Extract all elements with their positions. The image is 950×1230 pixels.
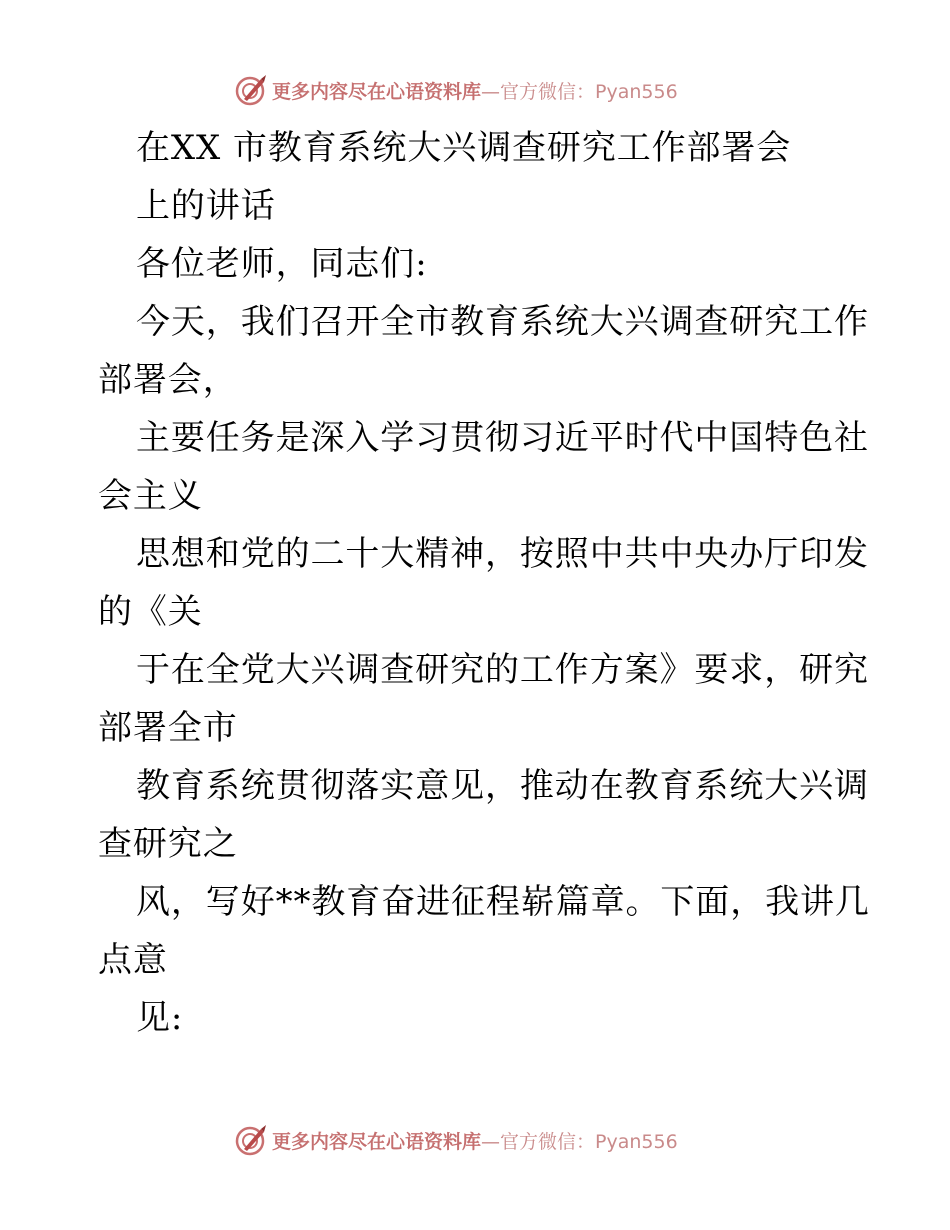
quill-logo-icon xyxy=(234,1123,268,1157)
banner-text xyxy=(272,77,678,104)
paragraph-line: 会主义 xyxy=(98,476,203,516)
title-line-2: 上的讲话 xyxy=(136,186,276,226)
salutation: 各位老师，同志们: xyxy=(136,244,428,284)
paragraph-line: 查研究之 xyxy=(98,824,238,864)
banner-highlight-text: 更多内容尽在心语资料库 xyxy=(272,1130,482,1153)
paragraph-line: 部署全市 xyxy=(98,708,238,748)
banner-contact-text: —官方微信：Pyan556 xyxy=(481,80,678,103)
paragraph-line: 见: xyxy=(136,998,184,1038)
quill-logo-icon xyxy=(234,73,268,107)
header-watermark-banner xyxy=(234,72,678,108)
paragraph-line: 教育系统贯彻落实意见，推动在教育系统大兴调 xyxy=(136,766,869,806)
banner-highlight-text: 更多内容尽在心语资料库 xyxy=(272,80,482,103)
banner-contact-text: —官方微信：Pyan556 xyxy=(481,1130,678,1153)
paragraph-line: 于在全党大兴调查研究的工作方案》要求，研究 xyxy=(136,650,869,690)
title-line-1: 在XX 市教育系统大兴调查研究工作部署会 xyxy=(136,128,792,168)
paragraph-line: 部署会， xyxy=(98,360,238,400)
paragraph-line: 今天，我们召开全市教育系统大兴调查研究工作 xyxy=(136,302,869,342)
paragraph-line: 点意 xyxy=(98,940,168,980)
footer-watermark-banner xyxy=(234,1122,678,1158)
paragraph-line: 风，写好**教育奋进征程崭篇章。下面，我讲几 xyxy=(136,882,870,922)
banner-text xyxy=(272,1127,678,1154)
paragraph-line: 主要任务是深入学习贯彻习近平时代中国特色社 xyxy=(136,418,869,458)
paragraph-line: 思想和党的二十大精神，按照中共中央办厅印发 xyxy=(136,534,869,574)
paragraph-line: 的《关 xyxy=(98,592,203,632)
